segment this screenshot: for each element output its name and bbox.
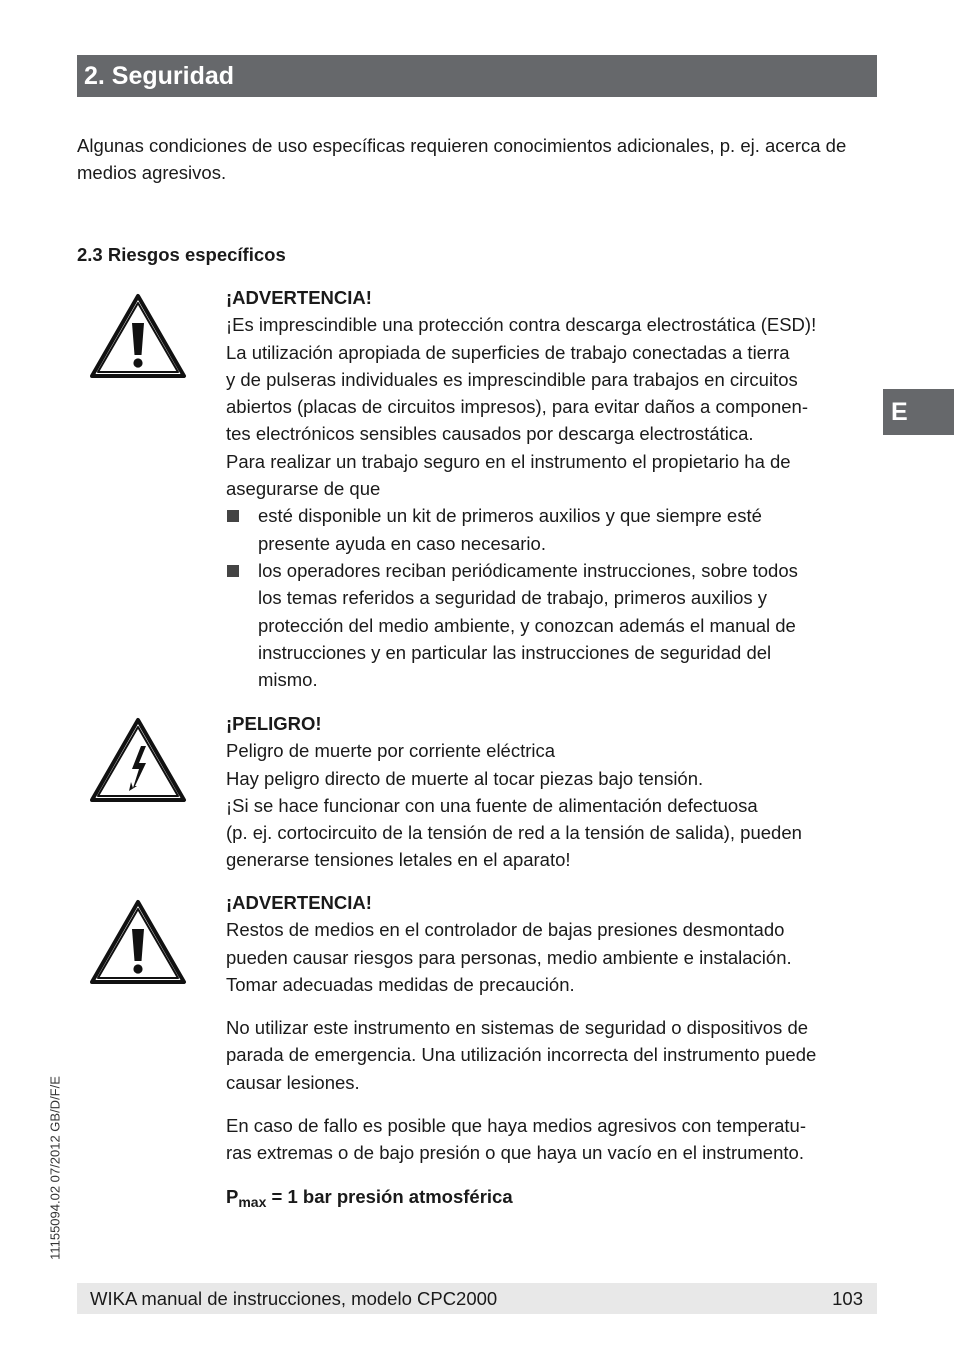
document-code: 11155094.02 07/2012 GB/D/F/E [47,1076,63,1260]
electric-danger-block [226,710,876,874]
text-line: los operadores reciban periódicamente instrucciones, sobre todos [258,559,798,581]
text-line: ¡Si se hace funcionar con una fuente de alimentación defectuosa [226,794,758,816]
text-line: pueden causar riesgos para personas, medio ambiente e instalación. [226,946,792,968]
pmax-subscript: max [238,1193,267,1210]
text-line: mismo. [258,669,318,691]
text-line: instrucciones y en particular las instrucciones de seguridad del [258,641,772,663]
text-line: Tomar adecuadas medidas de precaución. [226,973,575,995]
text-line: asegurarse de que [226,478,381,500]
electrical-hazard-icon [89,716,187,804]
text-line: ¡Es imprescindible una protección contra descarga electrostática (ESD)! [226,314,817,336]
text-line: esté disponible un kit de primeros auxilios y que siempre esté [258,505,762,527]
warning-exclamation-icon [89,898,187,986]
pmax-value: = 1 bar presión atmosférica [266,1185,513,1207]
text-line: Hay peligro directo de muerte al tocar piezas bajo tensión. [226,767,704,789]
text-line: (p. ej. cortocircuito de la tensión de red a la tensión de salida), pueden [226,822,802,844]
text-line: La utilización apropiada de superficies de trabajo conectadas a tierra [226,341,790,363]
text-line: No utilizar este instrumento en sistemas de seguridad o dispositivos de [226,1017,809,1039]
language-tab: E [883,389,954,435]
media-warning-block [226,889,876,1216]
footer-title: WIKA manual de instrucciones, modelo CPC2000 [90,1288,498,1309]
square-bullet-icon [227,565,239,577]
pmax-symbol: P [226,1185,239,1207]
list-item [226,502,876,557]
section-title: 2. Seguridad [77,55,877,97]
subsection-title: 2.3 Riesgos específicos [77,244,286,265]
text-line: y de pulseras individuales es imprescindible para trabajos en circuitos [226,368,798,390]
warning-exclamation-icon [89,292,187,380]
text-line: parada de emergencia. Una utilización incorrecta del instrumento puede [226,1044,817,1066]
text-line: Restos de medios en el controlador de bajas presiones desmontado [226,919,785,941]
text-line: protección del medio ambiente, y conozcan además el manual de [258,614,796,636]
text-line: Para realizar un trabajo seguro en el instrumento el propietario ha de [226,450,791,472]
square-bullet-icon [227,510,239,522]
intro-paragraph: Algunas condiciones de uso específicas requieren conocimientos adicionales, p. ej. acerca de medios agresivos. [77,135,847,184]
text-line: abiertos (placas de circuitos impresos), para evitar daños a componen- [226,396,809,418]
text-line: los temas referidos a seguridad de trabajo, primeros auxilios y [258,587,767,609]
list-item [226,557,876,693]
page-footer [77,1283,877,1314]
warning-title: ¡ADVERTENCIA! [226,287,372,308]
warning-title: ¡ADVERTENCIA! [226,892,372,913]
text-line: En caso de fallo es posible que haya medios agresivos con temperatu- [226,1115,807,1137]
text-line: generarse tensiones letales en el aparato! [226,849,571,871]
text-line: causar lesiones. [226,1071,360,1093]
page-number: 103 [832,1288,863,1309]
text-line: presente ayuda en caso necesario. [258,532,546,554]
esd-warning-block [226,284,876,693]
text-line: Peligro de muerte por corriente eléctrica [226,740,556,762]
text-line: ras extremas o de bajo presión o que haya un vacío en el instrumento. [226,1142,804,1164]
pmax-statement [226,1183,876,1216]
text-line: tes electrónicos sensibles causados por descarga electrostática. [226,423,754,445]
danger-title: ¡PELIGRO! [226,713,322,734]
